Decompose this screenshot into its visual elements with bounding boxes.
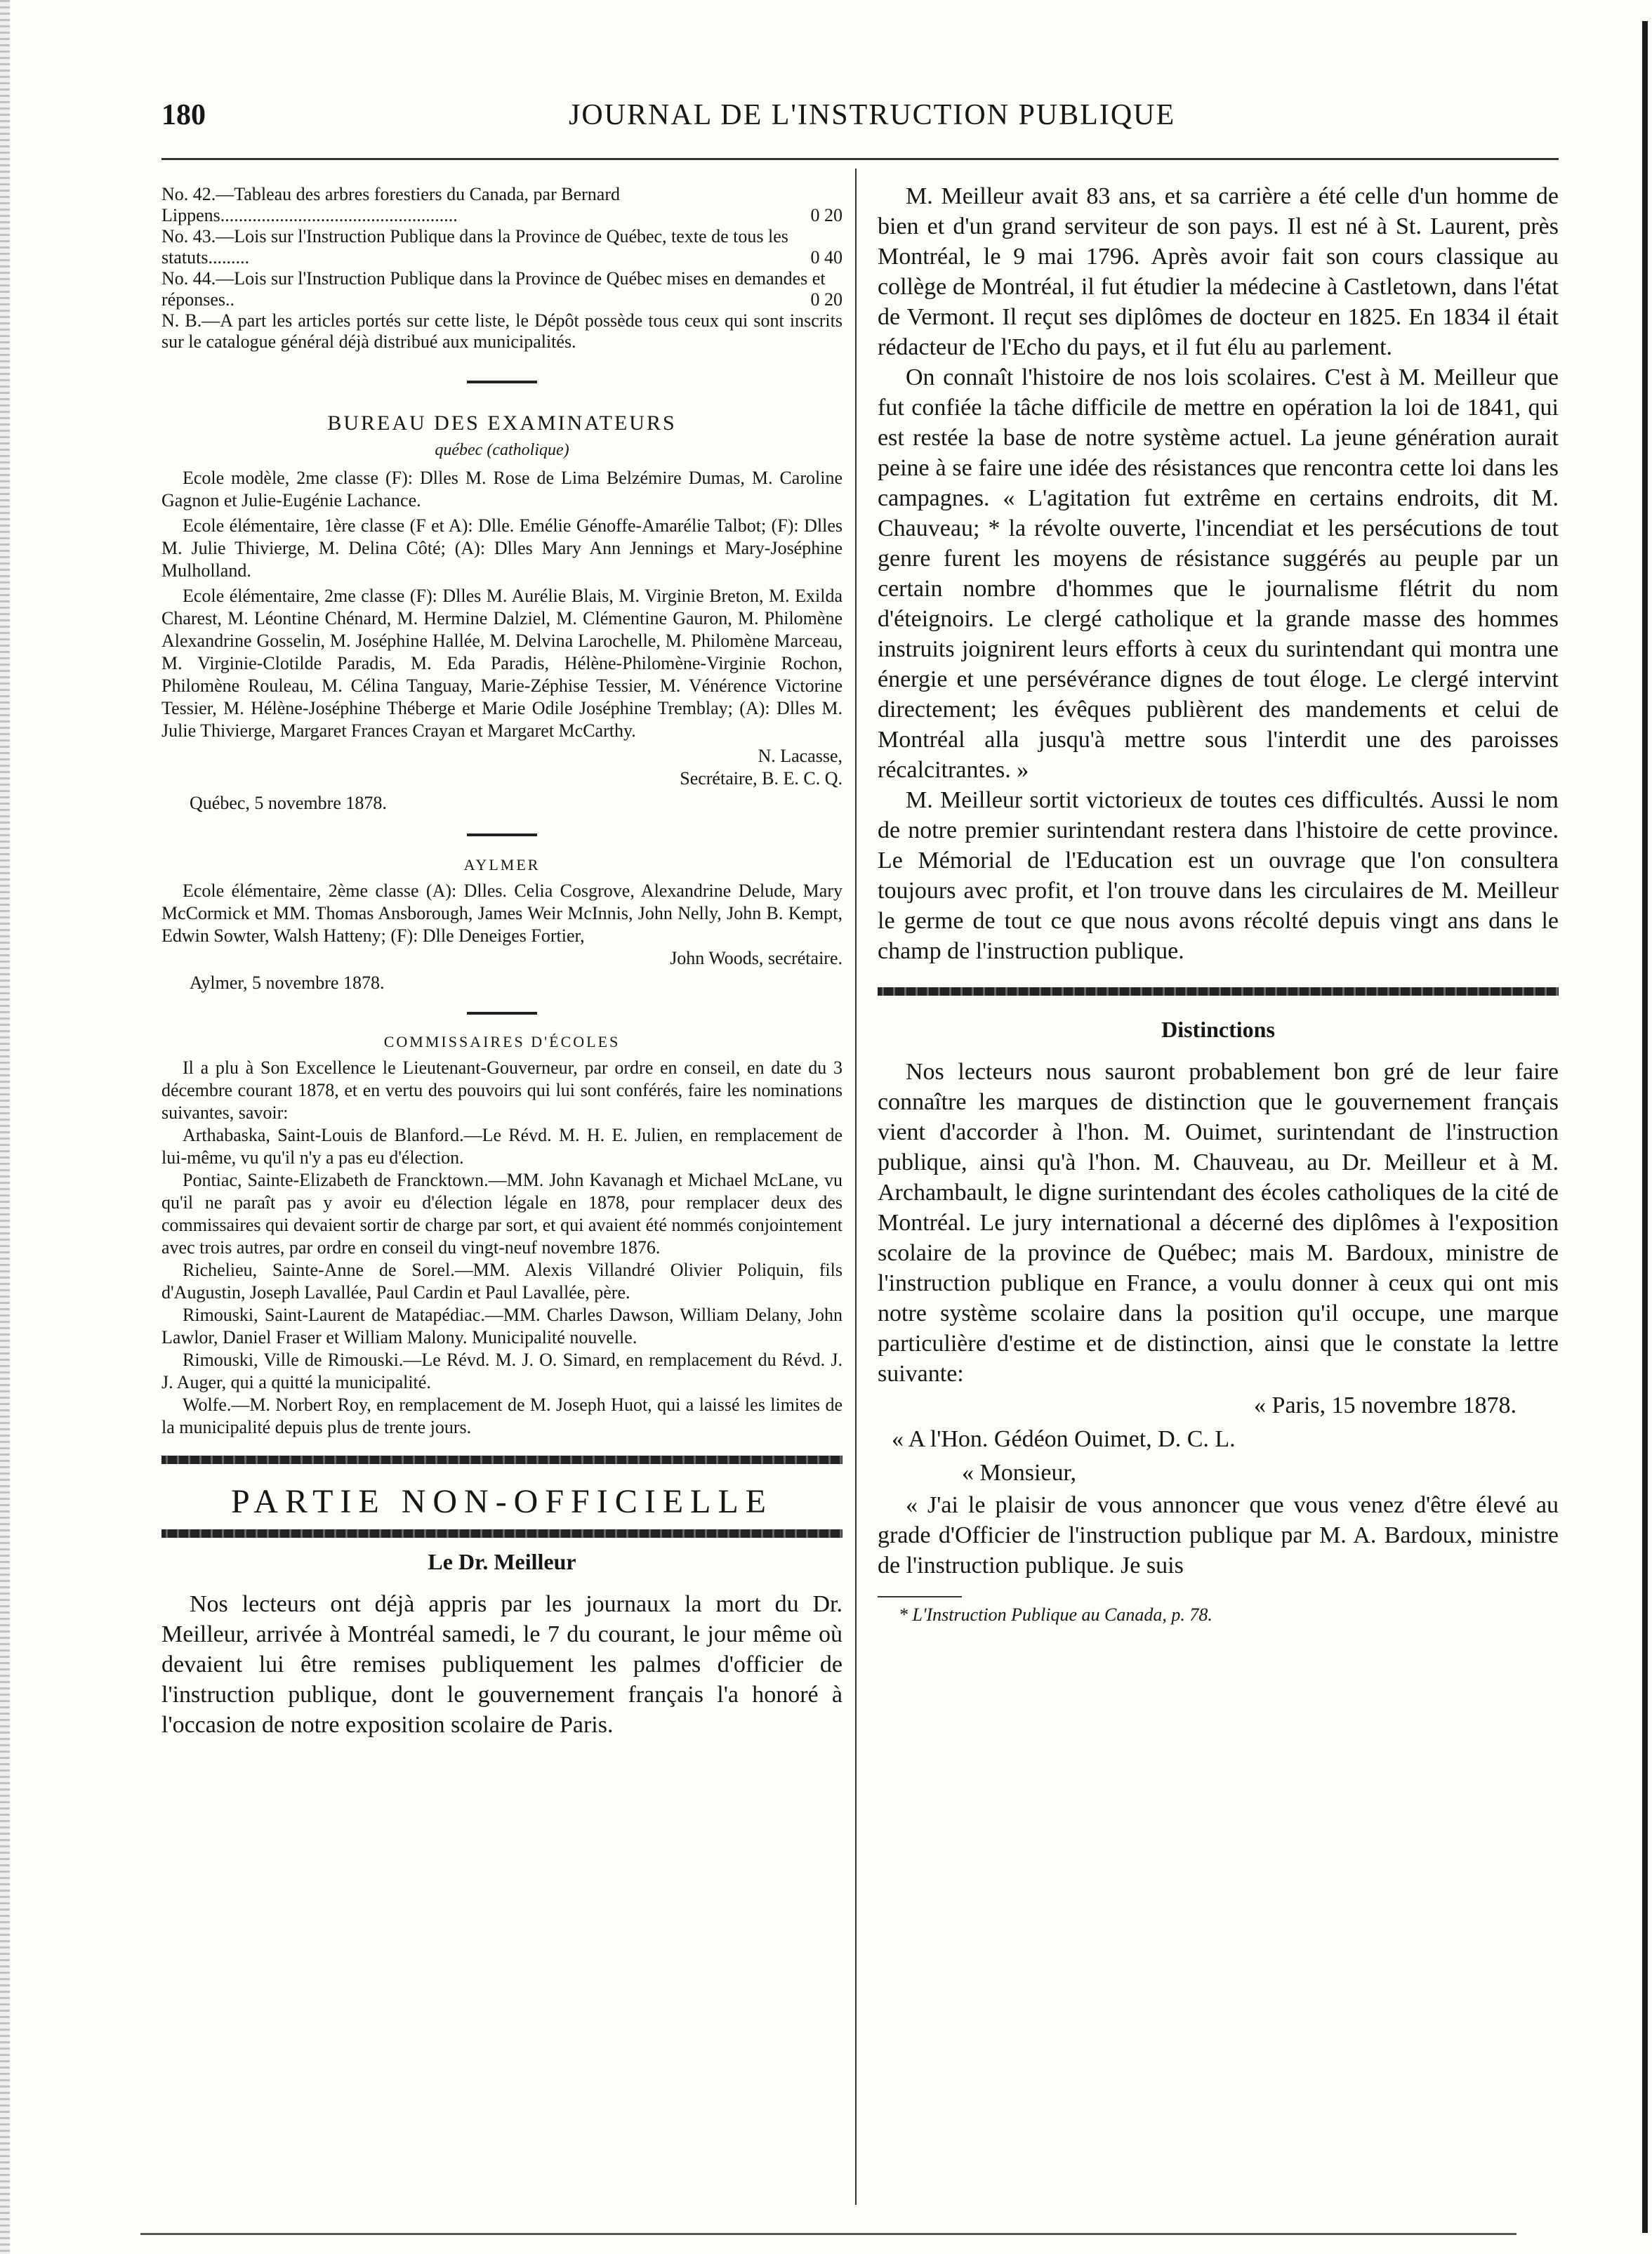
meilleur-paragraph: M. Meilleur avait 83 ans, et sa carrière a été celle d'un homme de bien et d'un grand serviteur de son pays. Il est né à St. Laurent, près Montréal, le 9 mai 1796. Après avoir fait son cours classique au collège de Montréal, il fut étudier la médecine à Castletown, dans l'état de Vermont. Il reçut ses diplômes de docteur en 1825. En 1834 il était rédacteur de l'Echo du pays, et il fut élu au parlement. [878, 183, 1559, 360]
footnote-rule [878, 1596, 962, 1597]
column-rule [855, 169, 857, 2205]
meilleur-continuation [878, 181, 1559, 966]
bureau-signature-title: Secrétaire, B. E. C. Q. [680, 768, 842, 789]
bureau-heading: BUREAU DES EXAMINATEURS [327, 411, 677, 435]
distinctions-title: Distinctions [1161, 1017, 1275, 1042]
page-header [161, 98, 1559, 140]
footnote: * L'Instruction Publique au Canada, p. 78. [899, 1604, 1212, 1625]
article-body [161, 1589, 842, 1740]
list-item [161, 184, 842, 226]
list-item-price: 0 20 [810, 289, 842, 310]
section-divider [467, 833, 537, 836]
commissaires-paragraph: Arthabaska, Saint-Louis de Blanford.—Le Révd. M. H. E. Julien, en remplacement de lui-même, vu qu'il n'y a pas eu d'élection. [161, 1125, 842, 1168]
letter-salutation: « Monsieur, [962, 1460, 1076, 1486]
aylmer-paragraph: Ecole élémentaire, 2ème classe (A): Dlles. Celia Cosgrove, Alexandrine Delude, Mary McCormick et MM. Thomas Ansborough, James Weir McInnis, John Nelly, John B. Kempt, Edwin Sowter, Walsh Hatteny; (F): Dlle Deneiges Fortier, [161, 881, 842, 946]
list-item-price: 0 20 [810, 205, 842, 225]
running-title: JOURNAL DE L'INSTRUCTION PUBLIQUE [569, 99, 1176, 131]
letter-body [878, 1490, 1559, 1581]
aylmer-date: Aylmer, 5 novembre 1878. [190, 973, 385, 993]
part-title: PARTIE NON-OFFICIELLE [230, 1483, 773, 1520]
commissaires-paragraph: Richelieu, Sainte-Anne de Sorel.—MM. Alexis Villandré Olivier Poliquin, fils d'Augustin, Joseph Lavallée, Paul Cardin et Paul Lavallée, père. [161, 1260, 842, 1303]
list-item-text: No. 43.—Lois sur l'Instruction Publique dans la Province de Québec, texte de tous les statuts......... [161, 226, 788, 268]
left-column [161, 184, 842, 1740]
distinctions-paragraph: Nos lecteurs nous sauront probablement bon gré de leur faire connaître les marques de distinction que le gouvernement français vient d'accorder à l'hon. M. Ouimet, surintendant de l'instruction publique, ainsi qu'à l'hon. M. Chauveau, au Dr. Meilleur et à M. Archambault, le digne surintendant des écoles catholiques de la cité de Montréal. Le jury international a décerné des diplômes à l'exposition scolaire de la province de Québec; mais M. Bardoux, ministre de l'instruction publique en France, a voulu donner à ceux qui ont mis notre système scolaire dans la position qu'il occupe, une marque particulière d'estime et de distinction, ainsi que le constate la lettre suivante: [878, 1059, 1559, 1387]
bureau-paragraph: Ecole modèle, 2me classe (F): Dlles M. Rose de Lima Belzémire Dumas, M. Caroline Gagnon et Julie-Eugénie Lachance. [161, 468, 842, 510]
bureau-subheading: québec (catholique) [435, 441, 569, 459]
distinctions-body [878, 1057, 1559, 1389]
list-item [161, 268, 842, 310]
page-number: 180 [161, 99, 206, 131]
right-column [878, 181, 1559, 1626]
section-thick-rule [878, 987, 1559, 996]
commissaires-paragraph: Rimouski, Ville de Rimouski.—Le Révd. M. J. O. Simard, en remplacement du Révd. J. J. Auger, qui a quitté la municipalité. [161, 1350, 842, 1392]
page-edge-right [1642, 21, 1648, 2233]
letter-date: « Paris, 15 novembre 1878. [1254, 1392, 1516, 1418]
list-item [161, 226, 842, 268]
section-divider [467, 381, 537, 383]
page-edge-left [0, 0, 10, 2254]
header-rule [161, 158, 1559, 160]
letter-paragraph: « J'ai le plaisir de vous annoncer que vous venez d'être élevé au grade d'Officier de l'instruction publique par M. A. Bardoux, ministre de l'instruction publique. Je suis [878, 1492, 1559, 1579]
section-thick-rule [161, 1456, 842, 1464]
commissaires-paragraph: Pontiac, Sainte-Elizabeth de Francktown.—MM. John Kavanagh et Michael McLane, vu qu'il ne paraît pas y avoir eu d'élection légale en 1878, pour remplacer deux des commissaires qui devaient sortir de charge par sort, et qui avaient été nommés conjointement avec trois autres, par ordre en conseil du vingt-neuf novembre 1876. [161, 1170, 842, 1258]
bureau-paragraph: Ecole élémentaire, 1ère classe (F et A): Dlle. Emélie Génoffe-Amarélie Talbot; (F): Dlles M. Julie Thivierge, M. Delina Côté; (A): Dlles Mary Ann Jennings et Mary-Joséphine Mulholland. [161, 515, 842, 581]
meilleur-paragraph: M. Meilleur sortit victorieux de toutes ces difficultés. Aussi le nom de notre premier surintendant restera dans l'histoire de cette province. Le Mémorial de l'Education est un ouvrage que l'on consultera toujours avec profit, et l'on trouve dans les circulaires de M. Meilleur le germe de tout ce que nous avons récolté depuis vingt ans dans le champ de l'instruction publique. [878, 787, 1559, 964]
letter-addressee: « A l'Hon. Gédéon Ouimet, D. C. L. [892, 1426, 1236, 1452]
article-title: Le Dr. Meilleur [428, 1549, 576, 1574]
bottom-rule [140, 2233, 1516, 2235]
list-item-text: No. 44.—Lois sur l'Instruction Publique dans la Province de Québec mises en demandes et réponses.. [161, 268, 826, 310]
commissaires-paragraph: Wolfe.—M. Norbert Roy, en remplacement de M. Joseph Huot, qui a laissé les limites de la municipalité depuis plus de trente jours. [161, 1395, 842, 1437]
aylmer-heading: AYLMER [463, 856, 541, 874]
bureau-date: Québec, 5 novembre 1878. [190, 793, 387, 813]
bureau-paragraph: Ecole élémentaire, 2me classe (F): Dlles M. Aurélie Blais, M. Virginie Breton, M. Exilda Charest, M. Léontine Chénard, M. Hermine Dalziel, M. Clémentine Gauron, M. Philomène Alexandrine Gosselin, M. Joséphine Hallée, M. Delvina Larochelle, M. Philomène Marceau, M. Virginie-Clotilde Paradis, M. Eda Paradis, Hélène-Philomène-Virginie Rochon, Philomène Rouleau, M. Célina Tanguay, Marie-Zéphise Tessier, M. Vénérence Victorine Tessier, M. Hélène-Joséphine Théberge et Marie Odile Joséphine Tremblay; (A): Dlles M. Julie Thivierge, Margaret Frances Crayan et Margaret McCarthy. [161, 586, 842, 741]
commissaires-heading: COMMISSAIRES D'ÉCOLES [383, 1033, 621, 1050]
section-divider [467, 1012, 537, 1015]
publication-list [161, 184, 842, 352]
commissaires-paragraph: Il a plu à Son Excellence le Lieutenant-Gouverneur, par ordre en conseil, en date du 3 décembre courant 1878, et en vertu des pouvoirs qui lui sont conférés, faire les nominations suivantes, savoir: [161, 1057, 842, 1123]
aylmer-signature: John Woods, secrétaire. [670, 948, 842, 968]
list-item-price: 0 40 [810, 247, 842, 268]
commissaires-paragraph: Rimouski, Saint-Laurent de Matapédiac.—MM. Charles Dawson, William Delany, John Lawlor, Daniel Fraser et William Malony. Municipalité nouvelle. [161, 1305, 842, 1347]
meilleur-paragraph: On connaît l'histoire de nos lois scolaires. C'est à M. Meilleur que fut confiée la tâche difficile de mettre en opération la loi de 1841, qui est restée la base de notre système actuel. La jeune génération aurait peine à se faire une idée des résistances que rencontra cette loi dans les campagnes. « L'agitation fut extrême en certains endroits, dit M. Chauveau; * la révolte ouverte, l'incendiat et les persécutions de tout genre furent les moyens de résistance suggérés au peuple par un certain nombre d'hommes que le journalisme flétrit du nom d'éteignoirs. Le clergé catholique et la grande masse des hommes instruits joignirent leurs efforts à ceux du surintendant qui montra une énergie et une persévérance dignes de tout éloge. Le clergé intervint directement; les évêques publièrent des mandements et celui de Montréal alla jusqu'à mettre sous l'interdit une des paroisses récalcitrantes. » [878, 364, 1559, 783]
bureau-signature-name: N. Lacasse, [758, 746, 842, 766]
list-item-text: No. 42.—Tableau des arbres forestiers du Canada, par Bernard Lippens.................................................... [161, 184, 620, 225]
article-paragraph: Nos lecteurs ont déjà appris par les journaux la mort du Dr. Meilleur, arrivée à Montréal samedi, le 7 du courant, le jour même où devaient lui être remises publiquement les palmes d'officier de l'instruction publique, dont le gouvernement français l'a honoré à l'occasion de notre exposition scolaire de Paris. [161, 1591, 842, 1738]
section-thick-rule [161, 1529, 842, 1538]
nb-note: N. B.—A part les articles portés sur cette liste, le Dépôt possède tous ceux qui sont inscrits sur le catalogue général déjà distribué aux municipalités. [161, 310, 842, 352]
